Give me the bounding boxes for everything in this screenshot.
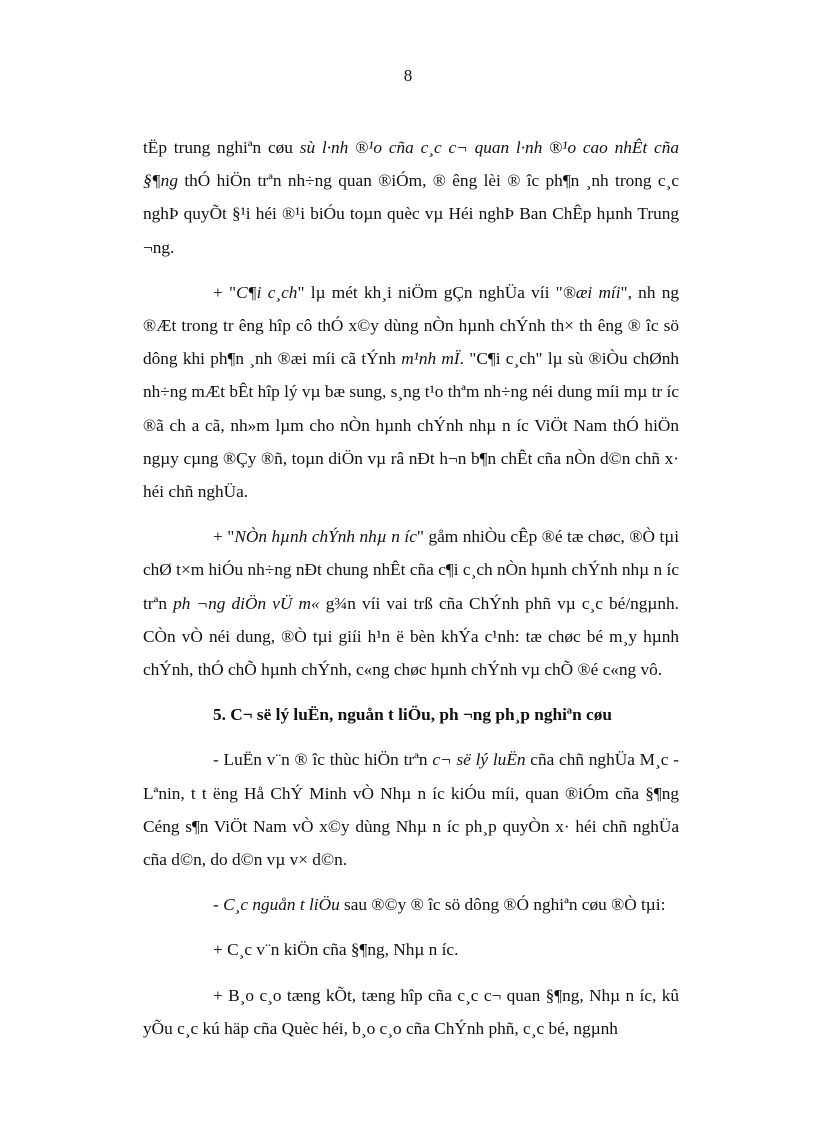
- emphasis-text: ®æi míi: [562, 282, 621, 302]
- emphasis-text: C¶i c¸ch: [236, 282, 298, 302]
- paragraph-sources: - C¸c nguån t liÖu sau ®©y ® îc sö dông ®Ó nghiªn cøu ®Ò tµi:: [213, 895, 666, 915]
- document-body: [143, 131, 679, 1057]
- emphasis-text: sù l·nh ®¹o cña c¸c c¬ quan l·nh ®¹o cao nhÊt cña §¶ng: [143, 138, 679, 191]
- emphasis-text: ph ¬ng diÖn vÜ m«: [173, 593, 320, 613]
- list-item-documents: + C¸c v¨n kiÖn cña §¶ng, Nhµ n íc.: [213, 940, 459, 960]
- emphasis-text: m¹nh mÏ: [401, 349, 460, 369]
- emphasis-text: NÒn hµnh chÝnh nhµ n íc: [234, 527, 417, 547]
- page-number: 8: [403, 66, 413, 85]
- paragraph-state-administration: + "NÒn hµnh chÝnh nhµ n íc" gåm nhiÒu cÊp ®é tæ chøc, ®Ò tµi chØ t×m hiÓu nh÷ng nÐt chung nhÊt cña c¶i c¸ch nÒn hµnh chÝnh nhµ n íc trªn ph ¬ng diÖn vÜ m« g¾n víi vai trß cña ChÝnh phñ vµ c¸c bé/ngµnh. CÒn vÒ néi dung, ®Ò tµi giíi h¹n ë bèn khÝa c¹nh: tæ chøc bé m¸y hµnh chÝnh, thÓ chÕ hµnh chÝnh, c«ng chøc hµnh chÝnh vµ chÕ ®é c«ng vô.: [143, 527, 679, 680]
- paragraph-research-focus: tËp trung nghiªn cøu sù l·nh ®¹o cña c¸c c¬ quan l·nh ®¹o cao nhÊt cña §¶ng thÓ hiÖn trªn nh÷ng quan ®iÓm, ® êng lèi ® îc ph¶n ¸nh trong c¸c nghÞ quyÕt §¹i héi ®¹i biÓu toµn quèc vµ Héi nghÞ Ban ChÊp hµnh Trung ¬ng.: [143, 138, 679, 257]
- emphasis-text: C¸c nguån t liÖu: [223, 895, 340, 915]
- section-heading: 5. C¬ së lý luËn, nguån t liÖu, ph ¬ng ph¸p nghiªn cøu: [213, 705, 612, 725]
- list-item-reports: + B¸o c¸o tæng kÕt, tæng hîp cña c¸c c¬ quan §¶ng, Nhµ n íc, kû yÕu c¸c kú häp cña Quèc héi, b¸o c¸o cña ChÝnh phñ, c¸c bé, ngµnh: [143, 985, 679, 1038]
- paragraph-reform-definition: + "C¶i c¸ch" lµ mét kh¸i niÖm gÇn nghÜa víi "®æi míi", nh ng ®Æt trong tr êng hîp cô thÓ x©y dùng nÒn hµnh chÝnh th× th êng ® îc sö dông khi ph¶n ¸nh ®æi míi cã tÝnh m¹nh mÏ. "C¶i c¸ch" lµ sù ®iÒu chØnh nh÷ng mÆt bÊt hîp lý vµ bæ sung, s¸ng t¹o thªm nh÷ng néi dung míi mµ tr íc ®ã ch a cã, nh»m lµm cho nÒn hµnh chÝnh nhµ n íc ViÖt Nam thÓ hiÖn ngµy cµng ®Çy ®ñ, toµn diÖn vµ râ nÐt h¬n b¶n chÊt cña nÒn d©n chñ x· héi chñ nghÜa.: [143, 282, 680, 502]
- emphasis-text: c¬ së lý luËn: [432, 750, 526, 770]
- paragraph-theoretical-basis: - LuËn v¨n ® îc thùc hiÖn trªn c¬ së lý luËn cña chñ nghÜa M¸c - Lªnin, t t ëng Hå ChÝ Minh vÒ Nhµ n íc kiÓu míi, quan ®iÓm cña §¶ng Céng s¶n ViÖt Nam vÒ x©y dùng Nhµ n íc ph¸p quyÒn x· héi chñ nghÜa cña d©n, do d©n vµ v× d©n.: [143, 750, 679, 870]
